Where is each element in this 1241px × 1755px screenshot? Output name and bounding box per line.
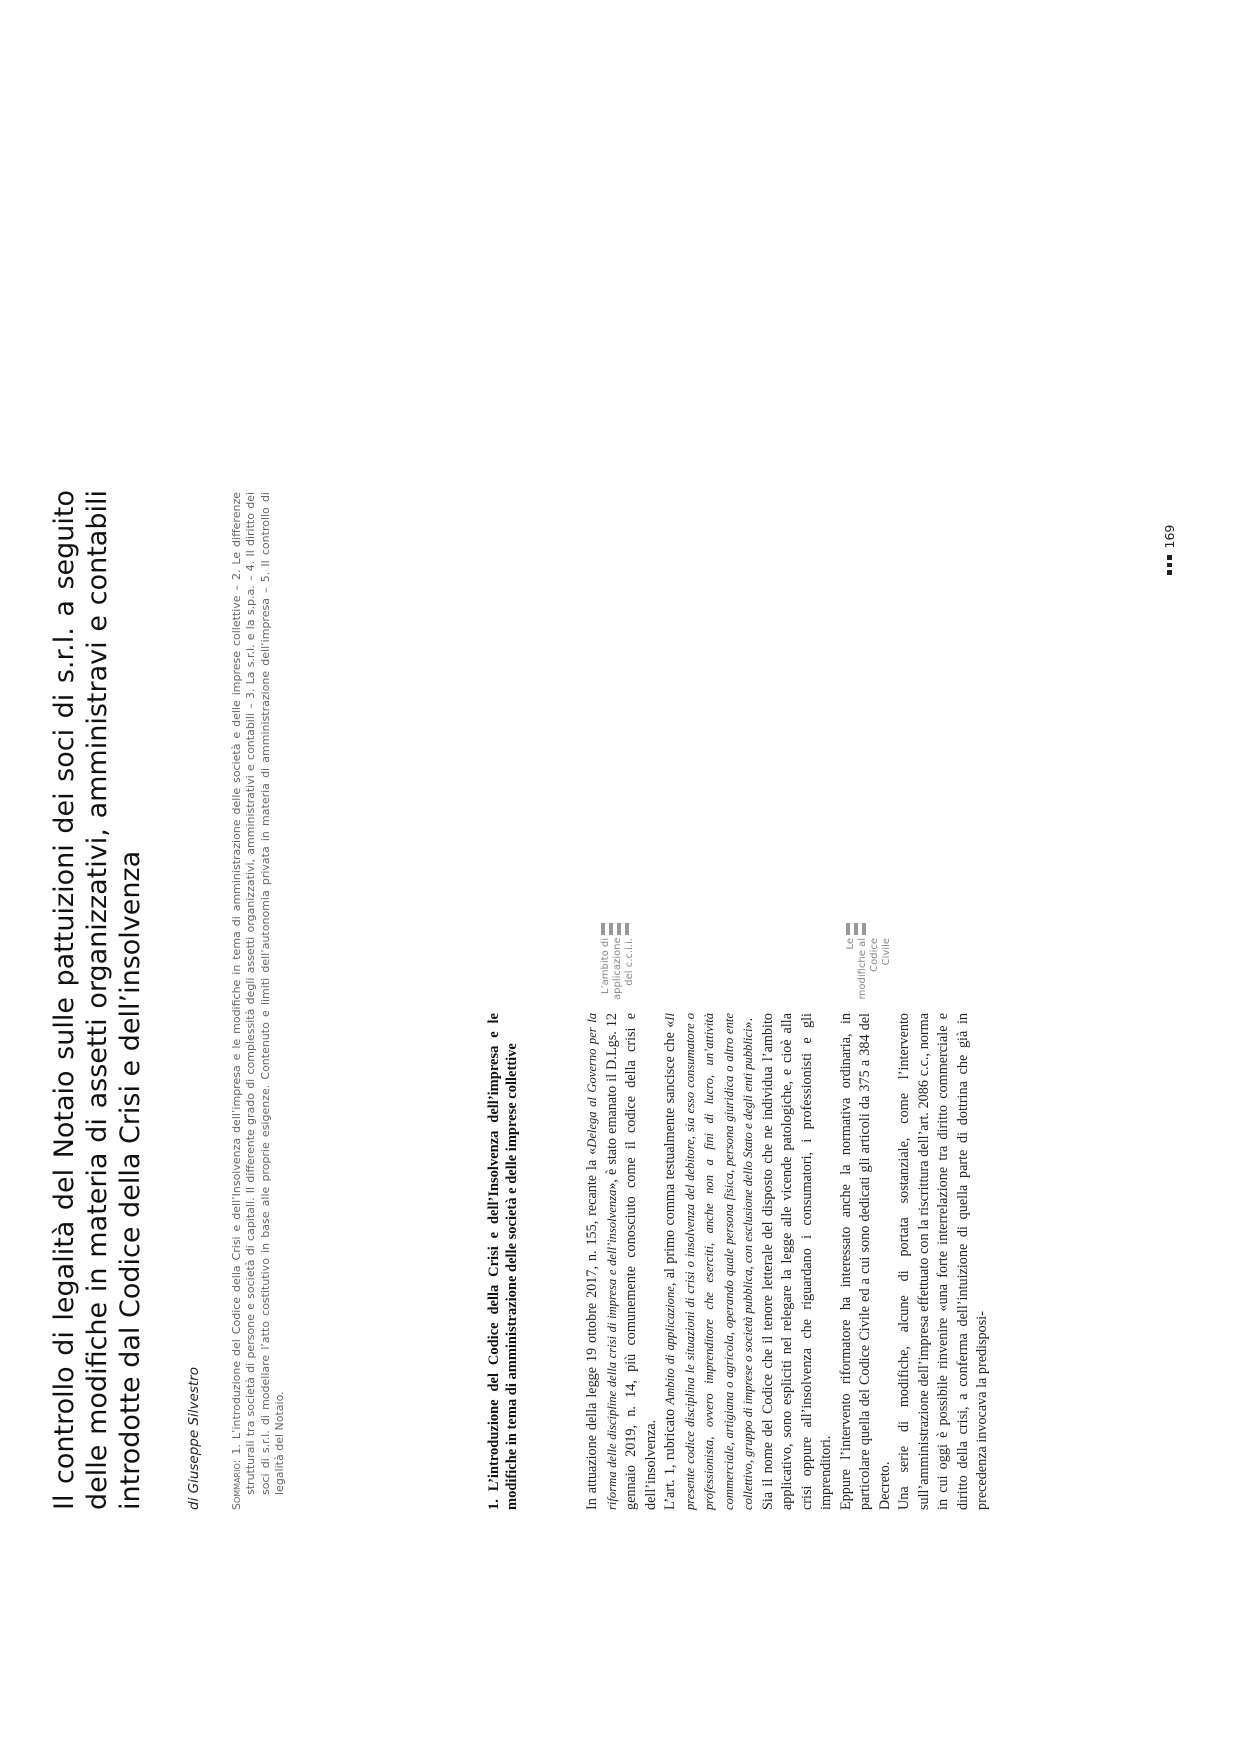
page-number: 169 (1162, 524, 1177, 549)
paragraph-1 (583, 1013, 661, 1510)
note-mark (862, 923, 866, 935)
margin-note-modifiche: Le modifiche al Codice Civile (845, 938, 892, 1000)
note-mark (625, 923, 629, 935)
paragraph-1-text-a: In attuazione della legge 19 ottobre 2017, n. 155, recante la « (584, 1147, 600, 1510)
margin-note-modifiche-marks (846, 923, 866, 935)
summary-label: Sommario: (230, 1459, 243, 1510)
paragraph-2 (661, 1013, 759, 1510)
paragraph-4: Eppure l’intervento riformatore ha interessato anche la normativa ordinaria, in particolare quella del Codice Civile ed a cui sono dedicati gli articoli da 375 a 384 del Decreto. (837, 1013, 893, 1510)
page-folio (1162, 525, 1177, 575)
summary-text: 1. L’introduzione del Codice della Crisi e dell’Insolvenza dell’impresa e le modifiche in tema di amministrazione delle società e delle imprese collettive – 2. Le differenze strutturali tra società di persone e società di capitali. Il differente grado di complessità degli assetti organizzativi, amministrativi e contabili – 3. La s.r.l. e la s.p.a. – 4. Il diritto dei soci di s.r.l. di modellare l’atto costitutivo in base alle proprie esigenze. Contenuto e limiti dell’autonomia privata in materia di amministrazione dell’impresa – 5. Il controllo di legalità del Notaio. (230, 492, 286, 1495)
section-body (583, 1013, 993, 1510)
summary-body (230, 492, 287, 1510)
margin-note-ambito: L’ambito di applicazione del c.c.i.i. (600, 937, 635, 1000)
margin-note-ambito-marks (601, 923, 629, 935)
section-heading: 1. L’introduzione del Codice della Crisi e dell’Insolvenza dell’impresa e le modifiche in tema di amministrazione delle società e delle imprese collettive (486, 1013, 520, 1510)
paragraph-5: Una serie di modifiche, alcune di portata sostanziale, come l’intervento sull’amministrazione dell’impresa effettuato con la riscrittura dell’art. 2086 c.c., norma in cui oggi è possibile rinvenire «una forte interrelazione tra diritto commerciale e diritto della crisi, a conferma dell’intuizione di quella parte di dottrina che già in precedenza invocava la predisposi- (896, 1013, 990, 1510)
paragraph-2-text-b: , al primo comma testualmente sancisce che « (662, 1020, 678, 1287)
paragraph-3: Sia il nome del Codice che il tenore letterale del disposto che ne individua l’ambito applicativo, sono espliciti nel relegare la legge alle vicende patologiche, e cioè alla crisi oppure all’insolvenza che riguardano i consumatori, i professionisti e gli imprenditori. (759, 1013, 834, 1510)
folio-square (1167, 571, 1172, 576)
note-mark (846, 923, 850, 935)
folio-square (1167, 556, 1172, 561)
paragraph-1-quote: Delega al Governo per la riforma delle discipline della crisi di impresa e dell’insolvenza (585, 1013, 619, 1510)
note-mark (617, 923, 621, 935)
paragraph-2-text-a: L’art. 1, rubricato (662, 1404, 678, 1510)
paragraph-1-text-b: », è stato emanato il D.Lgs. 12 gennaio 2019, n. 14, più comunemente conosciuto come il codice della crisi e dell’insolvenza. (603, 1012, 659, 1510)
paragraph-2-rubric: Ambito di applicazione (663, 1286, 677, 1405)
summary (230, 492, 287, 1510)
paragraph-2-text-c: ». (740, 1017, 756, 1029)
note-mark (601, 923, 605, 935)
paragraph-2-quote: Il presente codice disciplina le situazioni di crisi o insolvenza del debitore, sia esso consumatore o professionista, ovvero imprenditore che eserciti, anche non a fini di lucro, un’attività commerciale, artigiana o agricola, operando quale persona fisica, persona giuridica o altro ente collettivo, gruppo di imprese o società pubblica, con esclusione dello Stato e degli enti pubblici (663, 1013, 755, 1510)
note-mark (854, 923, 858, 935)
note-mark (609, 923, 613, 935)
article-title: Il controllo di legalità del Notaio sulle pattuizioni dei soci di s.r.l. a seguito delle modifiche in materia di assetti organizzativi, amministravi e contabili introdotte dal Codice della Crisi e dell’insolvenza (49, 490, 146, 1510)
article-author: di Giuseppe Silvestro (186, 1367, 202, 1510)
folio-square (1167, 563, 1172, 568)
